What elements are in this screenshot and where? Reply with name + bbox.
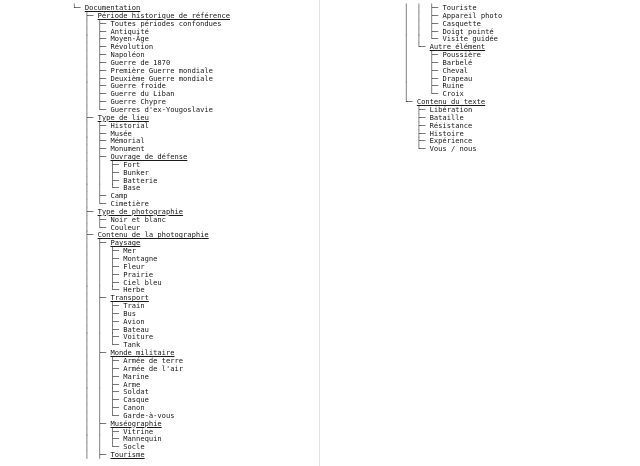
tree-branch-connector: │ ├─ <box>72 120 111 130</box>
tree-branch-connector: │ │ ├─ <box>72 403 124 413</box>
tree-branch-connector: │ ├─ <box>72 73 111 83</box>
tree-branch-connector: │ │ ├─ <box>72 261 124 271</box>
tree-node-label: Noir et blanc <box>110 214 166 224</box>
tree-node-label: Résistance <box>429 120 473 130</box>
tree-node-label: Soldat <box>123 387 149 397</box>
tree-branch-connector: │ ├─ <box>72 128 111 138</box>
tree-node-link[interactable]: Type de photographie <box>97 206 184 216</box>
tree-branch-connector: ├─ <box>404 120 430 130</box>
tree-node-label: Ruine <box>442 81 464 91</box>
tree-node-label: Vous / nous <box>429 144 477 154</box>
tree-node-label: Bateau <box>123 324 149 334</box>
tree-branch-connector: │ │ ├─ <box>72 324 124 334</box>
tree-branch-connector: │ │ ├─ <box>72 395 124 405</box>
tree-node-label: Armée de l'air <box>123 363 184 373</box>
tree-branch-connector: └─ <box>404 144 430 154</box>
tree-node-label: Croix <box>442 89 464 99</box>
tree-node-label: Bataille <box>429 112 464 122</box>
tree-node-label: Toutes périodes confondues <box>110 18 222 28</box>
tree-node-vous-nous <box>404 145 624 153</box>
tree-branch-connector: │ ├─ <box>72 152 111 162</box>
tree-branch-connector: │ ├─ <box>404 65 443 75</box>
tree-node-label: Guerre froide <box>110 81 166 91</box>
tree-node-label: Guerres d'ex-Yougoslavie <box>110 104 213 114</box>
tree-branch-connector: ├─ <box>72 230 98 240</box>
tree-branch-connector: │ ├─ <box>72 50 111 60</box>
tree-node-label: Guerre du Liban <box>110 89 175 99</box>
tree-node-link[interactable]: Autre élément <box>429 42 486 52</box>
tree-branch-connector: │ ├─ <box>72 57 111 67</box>
tree-node-label: Ciel bleu <box>123 277 162 287</box>
tree-node-label: Prairie <box>123 269 154 279</box>
tree-branch-connector: │ └─ <box>72 104 111 114</box>
tree-branch-connector: │ │ ├─ <box>72 269 124 279</box>
tree-branch-connector: │ ├─ <box>72 18 111 28</box>
tree-node-label: Base <box>123 183 141 193</box>
tree-branch-connector: │ ├─ <box>404 81 443 91</box>
tree-node-label: Histoire <box>429 128 464 138</box>
tree-branch-connector: │ ├─ <box>72 42 111 52</box>
tree-node-label: Couleur <box>110 222 141 232</box>
tree-branch-connector: │ │ ├─ <box>404 10 443 20</box>
tree-node-label: Socle <box>123 442 145 452</box>
tree-node-label: Révolution <box>110 42 154 52</box>
tree-node-label: Doigt pointé <box>442 26 494 36</box>
tree-branch-connector: │ │ ├─ <box>72 355 124 365</box>
tree-node-label: Bus <box>123 308 137 318</box>
tree-node-label: Visite guidée <box>442 34 498 44</box>
tree-branch-connector: │ │ ├─ <box>72 301 124 311</box>
tree-branch-connector: │ ├─ <box>72 450 111 460</box>
tree-node-label: Garde-à-vous <box>123 410 175 420</box>
tree-branch-connector: │ │ ├─ <box>72 434 124 444</box>
tree-branch-connector: ├─ <box>404 112 430 122</box>
tree-node-label: Appareil photo <box>442 10 503 20</box>
tree-node-link[interactable]: Période historique de référence <box>97 10 231 20</box>
tree-node-label: Libération <box>429 104 473 114</box>
tree-branch-connector: │ └─ <box>72 199 111 209</box>
tree-node-link[interactable]: Documentation <box>84 3 141 12</box>
tree-column-left <box>72 4 322 459</box>
tree-branch-connector: │ ├─ <box>72 89 111 99</box>
tree-node-label: Mannequin <box>123 434 162 444</box>
tree-node-label: Canon <box>123 403 145 413</box>
tree-node-label: Touriste <box>442 3 477 12</box>
tree-branch-connector: │ │ ├─ <box>404 3 443 12</box>
tree-branch-connector: │ └─ <box>404 42 430 52</box>
tree-branch-connector: └─ <box>72 3 85 12</box>
tree-branch-connector: │ ├─ <box>72 136 111 146</box>
tree-branch-connector: │ │ ├─ <box>72 167 124 177</box>
tree-branch-connector: │ │ └─ <box>72 183 124 193</box>
tree-branch-connector: │ ├─ <box>72 65 111 75</box>
tree-branch-connector: ├─ <box>72 10 98 20</box>
tree-branch-connector: │ ├─ <box>404 50 443 60</box>
tree-branch-connector: │ │ ├─ <box>72 426 124 436</box>
tree-branch-connector: │ │ ├─ <box>404 26 443 36</box>
tree-node-label: Marine <box>123 371 149 381</box>
tree-node-link[interactable]: Transport <box>110 293 149 303</box>
tree-node-label: Tank <box>123 340 141 350</box>
tree-node-label: Voiture <box>123 332 154 342</box>
tree-node-label: Herbe <box>123 285 145 295</box>
tree-branch-connector: │ ├─ <box>72 34 111 44</box>
tree-node-label: Historial <box>110 120 149 130</box>
tree-node-label: Montagne <box>123 254 158 263</box>
tree-node-label: Guerre Chypre <box>110 97 166 107</box>
tree-branch-connector: │ ├─ <box>72 238 111 248</box>
tree-node-label: Cimetière <box>110 199 149 209</box>
tree-node-label: Casquette <box>442 18 481 28</box>
tree-branch-connector: │ └─ <box>404 89 443 99</box>
tree-node-label: Armée de terre <box>123 355 184 365</box>
tree-branch-connector: │ │ ├─ <box>72 277 124 287</box>
tree-branch-connector: │ ├─ <box>72 97 111 107</box>
tree-node-label: Fleur <box>123 261 145 271</box>
tree-node-link[interactable]: Tourisme <box>110 450 145 460</box>
tree-node-label: Train <box>123 301 145 311</box>
tree-branch-connector: ├─ <box>404 128 430 138</box>
tree-node-label: Antiquité <box>110 26 149 36</box>
tree-branch-connector: │ ├─ <box>72 348 111 358</box>
tree-node-label: Guerre de 1870 <box>110 57 171 67</box>
tree-node-label: Batterie <box>123 175 158 185</box>
tree-branch-connector: │ ├─ <box>404 73 443 83</box>
tree-branch-connector: │ ├─ <box>72 26 111 36</box>
tree-node-link[interactable]: Ouvrage de défense <box>110 152 188 162</box>
tree-branch-connector: │ │ └─ <box>72 410 124 420</box>
tree-node-link[interactable]: Contenu de la photographie <box>97 230 209 240</box>
tree-branch-connector: ├─ <box>404 104 430 114</box>
tree-branch-connector: │ │ ├─ <box>72 379 124 389</box>
tree-node-label: Camp <box>110 191 128 201</box>
tree-node-label: Deuxième Guerre mondiale <box>110 73 213 83</box>
tree-node-label: Bunker <box>123 167 149 177</box>
tree-node-label: Mémorial <box>110 136 145 146</box>
tree-branch-connector: ├─ <box>404 136 430 146</box>
tree-branch-connector: │ ├─ <box>72 81 111 91</box>
tree-branch-connector: │ ├─ <box>72 214 111 224</box>
tree-branch-connector: │ ├─ <box>72 191 111 201</box>
tree-node-label: Napoléon <box>110 50 145 60</box>
tree-column-right <box>404 4 624 153</box>
tree-branch-connector: │ ├─ <box>72 293 111 303</box>
tree-node-label: Drapeau <box>442 73 473 83</box>
tree-node-label: Première Guerre mondiale <box>110 65 213 75</box>
tree-branch-connector: │ │ ├─ <box>72 387 124 397</box>
tree-branch-connector: │ │ └─ <box>404 34 443 44</box>
tree-branch-connector: │ │ └─ <box>72 442 124 452</box>
tree-node-label: Mer <box>123 246 137 256</box>
tree-branch-connector: │ │ ├─ <box>72 363 124 373</box>
tree-node-label: Monument <box>110 144 145 154</box>
tree-node-label: Vitrine <box>123 426 154 436</box>
tree-branch-connector: │ └─ <box>72 222 111 232</box>
tree-node-label: Casque <box>123 395 149 405</box>
tree-branch-connector: │ │ └─ <box>72 285 124 295</box>
tree-node-link[interactable]: Muséographie <box>110 418 162 428</box>
tree-branch-connector: └─ <box>404 97 417 107</box>
tree-node-label: Poussière <box>442 50 481 60</box>
tree-node-label: Arme <box>123 379 141 389</box>
tree-node-label: Fort <box>123 159 141 169</box>
tree-branch-connector: │ │ ├─ <box>72 159 124 169</box>
tree-branch-connector: │ │ ├─ <box>72 175 124 185</box>
tree-branch-connector: │ ├─ <box>72 418 111 428</box>
tree-node-label: Musée <box>110 128 132 138</box>
tree-branch-connector: ├─ <box>72 206 98 216</box>
tree-branch-connector: │ │ ├─ <box>72 316 124 326</box>
tree-node-tourisme[interactable] <box>72 451 322 459</box>
tree-node-link[interactable]: Paysage <box>110 238 141 248</box>
tree-node-link[interactable]: Monde militaire <box>110 348 175 358</box>
tree-node-link[interactable]: Contenu du texte <box>416 97 486 107</box>
tree-branch-connector: │ │ ├─ <box>72 246 124 256</box>
tree-branch-connector: │ ├─ <box>72 144 111 154</box>
tree-branch-connector: │ │ ├─ <box>72 332 124 342</box>
tree-branch-connector: │ │ ├─ <box>72 308 124 318</box>
tree-branch-connector: │ ├─ <box>404 57 443 67</box>
tree-node-label: Barbelé <box>442 57 473 67</box>
tree-branch-connector: │ │ ├─ <box>72 371 124 381</box>
tree-node-label: Expérience <box>429 136 473 146</box>
tree-branch-connector: ├─ <box>72 112 98 122</box>
tree-branch-connector: │ │ ├─ <box>72 254 124 263</box>
tree-branch-connector: │ │ ├─ <box>404 18 443 28</box>
tree-branch-connector: │ │ └─ <box>72 340 124 350</box>
tree-node-label: Cheval <box>442 65 469 75</box>
tree-node-label: Avion <box>123 316 145 326</box>
tree-node-link[interactable]: Type de lieu <box>97 112 149 122</box>
tree-node-label: Moyen-Âge <box>110 34 149 44</box>
